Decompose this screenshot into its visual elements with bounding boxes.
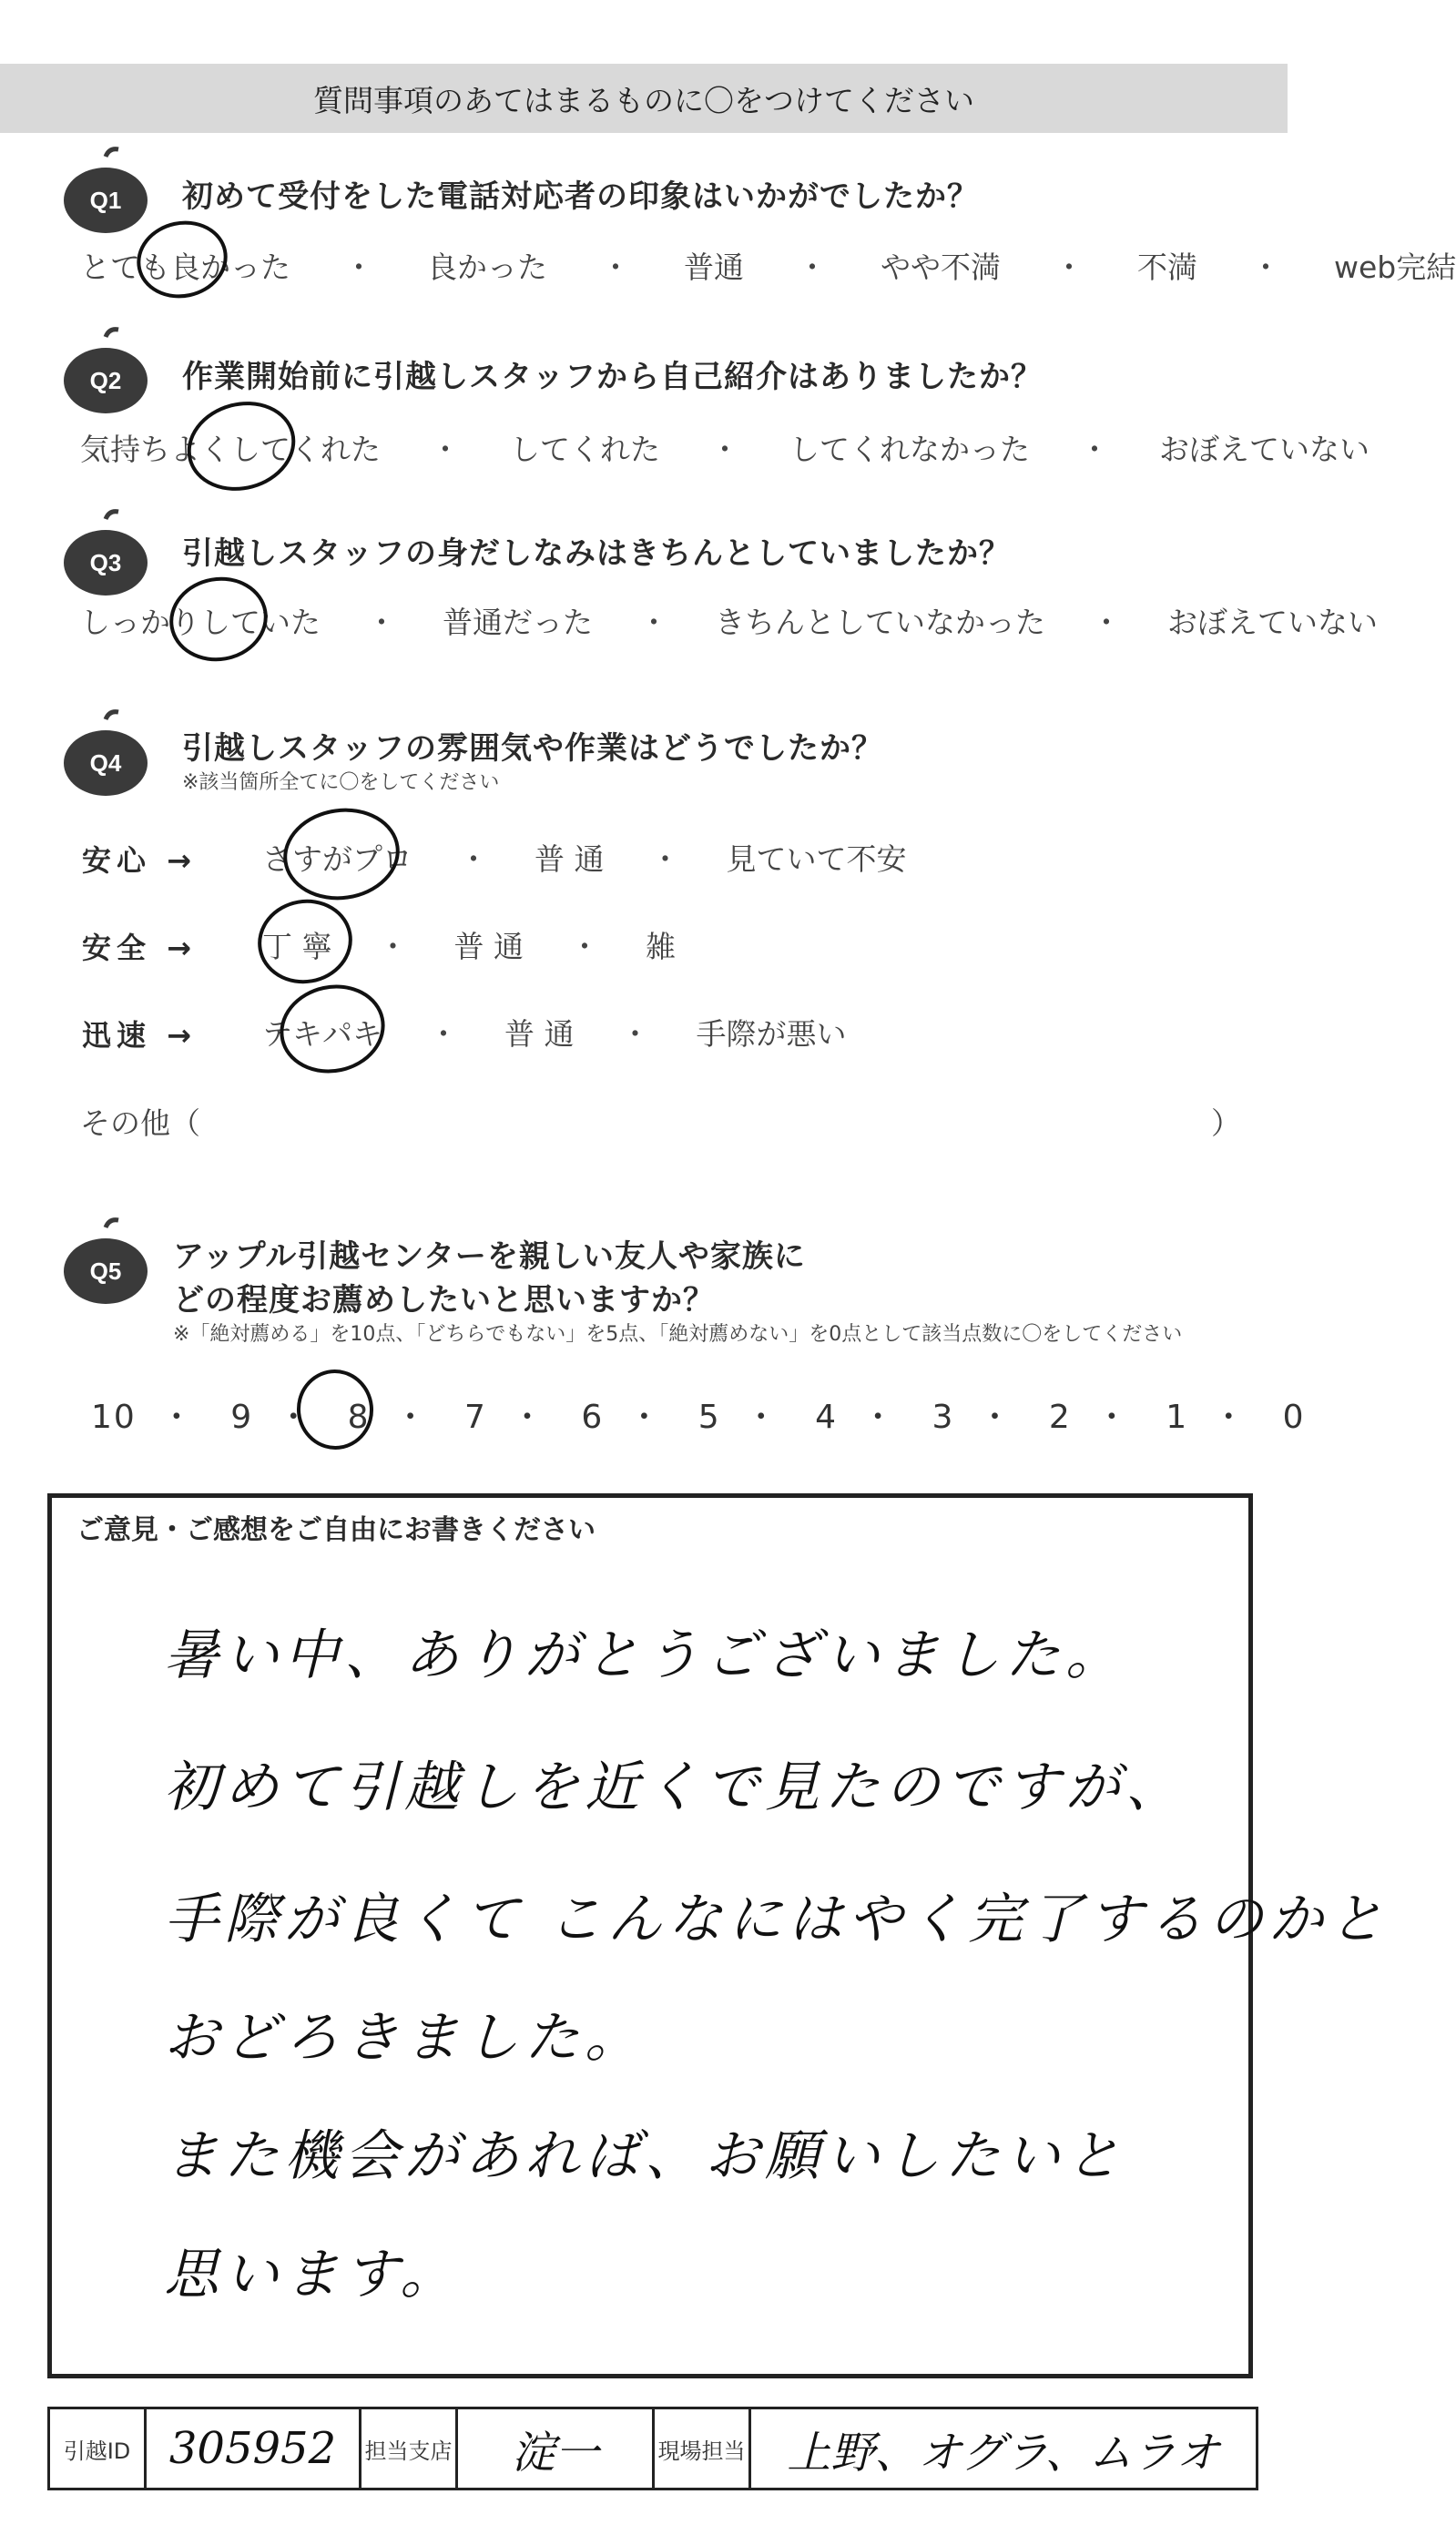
- q5-score-8[interactable]: 8: [347, 1399, 371, 1436]
- q5-score-4[interactable]: 4: [815, 1399, 839, 1436]
- footer-staff-label: 現場担当: [657, 2438, 746, 2464]
- comment-line-2: 初めて引越しを近くで見たのですが、: [164, 1756, 1186, 1819]
- comment-line-4: おどろきました。: [164, 2006, 645, 2070]
- survey-header: [0, 64, 1288, 133]
- q1-option-3[interactable]: 普通: [684, 249, 744, 285]
- footer-branch-label-cell: [361, 2409, 458, 2488]
- q3-options: しっかりしていた ・ 普通だった ・ きちんとしていなかった ・ おぼえていない: [80, 605, 1378, 640]
- q1-option-1[interactable]: とても良かった: [80, 249, 290, 285]
- q2-options: 気持ちよくしてくれた ・ してくれた ・ してくれなかった ・ おぼえていない: [80, 432, 1369, 467]
- q4-question: 引越しスタッフの雰囲気や作業はどうでしたか？: [182, 730, 883, 767]
- q3-question: 引越しスタッフの身だしなみはきちんとしていましたか？: [182, 535, 1011, 572]
- q3-badge-icon: [60, 510, 151, 601]
- footer-staff-value-cell: [751, 2409, 1256, 2488]
- q4-anzen-option-1[interactable]: 丁 寧: [262, 929, 332, 964]
- footer-table: [47, 2407, 1258, 2490]
- q4-anzen-option-3[interactable]: 雑: [646, 929, 676, 964]
- footer-branch-value: 淀一: [511, 2427, 599, 2479]
- q1-options: とても良かった ・ 良かった ・ 普通 ・ やや不満 ・ 不満 ・ web完結: [80, 249, 1456, 285]
- q4-badge-icon: [60, 710, 151, 801]
- q1-option-4[interactable]: やや不満: [881, 249, 1001, 285]
- q4-row-anzen-options: 丁 寧 ・ 普 通 ・ 雑: [262, 929, 676, 964]
- q4-jinsoku-option-1[interactable]: テキパキ: [262, 1016, 382, 1052]
- q4-anshin-option-2[interactable]: 普 通: [535, 841, 605, 877]
- survey-header-title: 質問事項のあてはまるものに〇をつけてください: [313, 82, 974, 118]
- q5-score-6[interactable]: 6: [581, 1399, 605, 1436]
- footer-id-label-cell: [50, 2409, 147, 2488]
- footer-staff-value: 上野、オグラ、ムラオ: [787, 2427, 1220, 2479]
- comments-title: ご意見・ご感想をご自由にお書きください: [76, 1514, 596, 1546]
- q2-badge-label: Q2: [89, 367, 122, 394]
- q4-anshin-option-1[interactable]: さすがプロ: [262, 841, 412, 877]
- q3-option-2[interactable]: 普通だった: [443, 605, 593, 640]
- q1-badge-icon: [60, 148, 151, 239]
- footer-branch-label: 担当支店: [364, 2438, 453, 2464]
- q5-question-line1: アップル引越センターを親しい友人や家族に: [173, 1238, 806, 1275]
- q1-option-5[interactable]: 不満: [1137, 249, 1197, 285]
- footer-id-value-cell: [147, 2409, 361, 2488]
- q5-score-10[interactable]: 10: [91, 1399, 137, 1436]
- comment-line-1: 暑い中、ありがとうございました。: [164, 1624, 1125, 1687]
- q4-anshin-option-3[interactable]: 見ていて不安: [726, 841, 907, 877]
- q4-row-jinsoku-options: テキパキ ・ 普 通 ・ 手際が悪い: [262, 1016, 847, 1052]
- q5-badge-icon: [60, 1218, 151, 1309]
- q3-option-3[interactable]: きちんとしていなかった: [715, 605, 1045, 640]
- q5-score-9[interactable]: 9: [230, 1399, 254, 1436]
- q2-option-2[interactable]: してくれた: [510, 432, 660, 467]
- q1-question: 初めて受付をした電話対応者の印象はいかがでしたか？: [182, 178, 979, 215]
- footer-staff-label-cell: [655, 2409, 751, 2488]
- q5-note: ※「絶対薦める」を10点、「どちらでもない」を5点、「絶対薦めない」を0点として該当点数に〇をしてください: [173, 1323, 1183, 1346]
- q1-option-2[interactable]: 良かった: [427, 249, 547, 285]
- footer-id-value: 305952: [168, 2423, 337, 2474]
- q5-score-2[interactable]: 2: [1048, 1399, 1072, 1436]
- q4-other-close: ）: [1211, 1105, 1241, 1141]
- q4-jinsoku-option-2[interactable]: 普 通: [504, 1016, 575, 1052]
- q5-badge-label: Q5: [89, 1257, 122, 1285]
- footer-id-label: 引越ID: [63, 2438, 131, 2464]
- q4-row-anshin-label: 安心 →: [82, 843, 197, 878]
- footer-branch-value-cell: [458, 2409, 655, 2488]
- q2-option-1[interactable]: 気持ちよくしてくれた: [80, 432, 381, 467]
- comment-line-6: 思います。: [164, 2243, 461, 2306]
- q4-jinsoku-option-3[interactable]: 手際が悪い: [696, 1016, 847, 1052]
- q4-row-jinsoku-label: 迅速 →: [82, 1018, 197, 1053]
- q5-score-1[interactable]: 1: [1166, 1399, 1189, 1436]
- comment-line-3: 手際が良くて こんなにはやく完了するのかと: [164, 1888, 1390, 1951]
- comment-line-5: また機会があれば、お願いしたいと: [164, 2124, 1125, 2188]
- q4-note: ※該当箇所全てに〇をしてください: [182, 771, 500, 794]
- q2-option-4[interactable]: おぼえていない: [1159, 432, 1369, 467]
- q3-badge-label: Q3: [89, 549, 122, 576]
- q3-option-1[interactable]: しっかりしていた: [80, 605, 321, 640]
- q4-row-anshin-options: さすがプロ ・ 普 通 ・ 見ていて不安: [262, 841, 907, 877]
- q4-anzen-option-2[interactable]: 普 通: [453, 929, 524, 964]
- q2-option-3[interactable]: してくれなかった: [789, 432, 1030, 467]
- q1-option-6[interactable]: web完結: [1334, 249, 1456, 285]
- q2-question: 作業開始前に引越しスタッフから自己紹介はありましたか？: [182, 359, 1043, 395]
- q5-score-7[interactable]: 7: [464, 1399, 487, 1436]
- q5-question-line2: どの程度お薦めしたいと思いますか？: [173, 1282, 715, 1318]
- q2-badge-icon: [60, 328, 151, 419]
- q4-other-label: その他（: [80, 1105, 200, 1141]
- q1-badge-label: Q1: [89, 187, 122, 214]
- q5-score-0[interactable]: 0: [1282, 1399, 1306, 1436]
- q5-score-3[interactable]: 3: [932, 1399, 955, 1436]
- q5-score-5[interactable]: 5: [697, 1399, 721, 1436]
- q5-scale: 10 ・ 9 ・ 8 ・ 7 ・ 6 ・ 5 ・ 4 ・ 3 ・ 2 ・ 1 ・ 0: [91, 1399, 1306, 1436]
- q3-option-4[interactable]: おぼえていない: [1167, 605, 1378, 640]
- q4-badge-label: Q4: [89, 749, 122, 777]
- q4-row-anzen-label: 安全 →: [82, 931, 197, 965]
